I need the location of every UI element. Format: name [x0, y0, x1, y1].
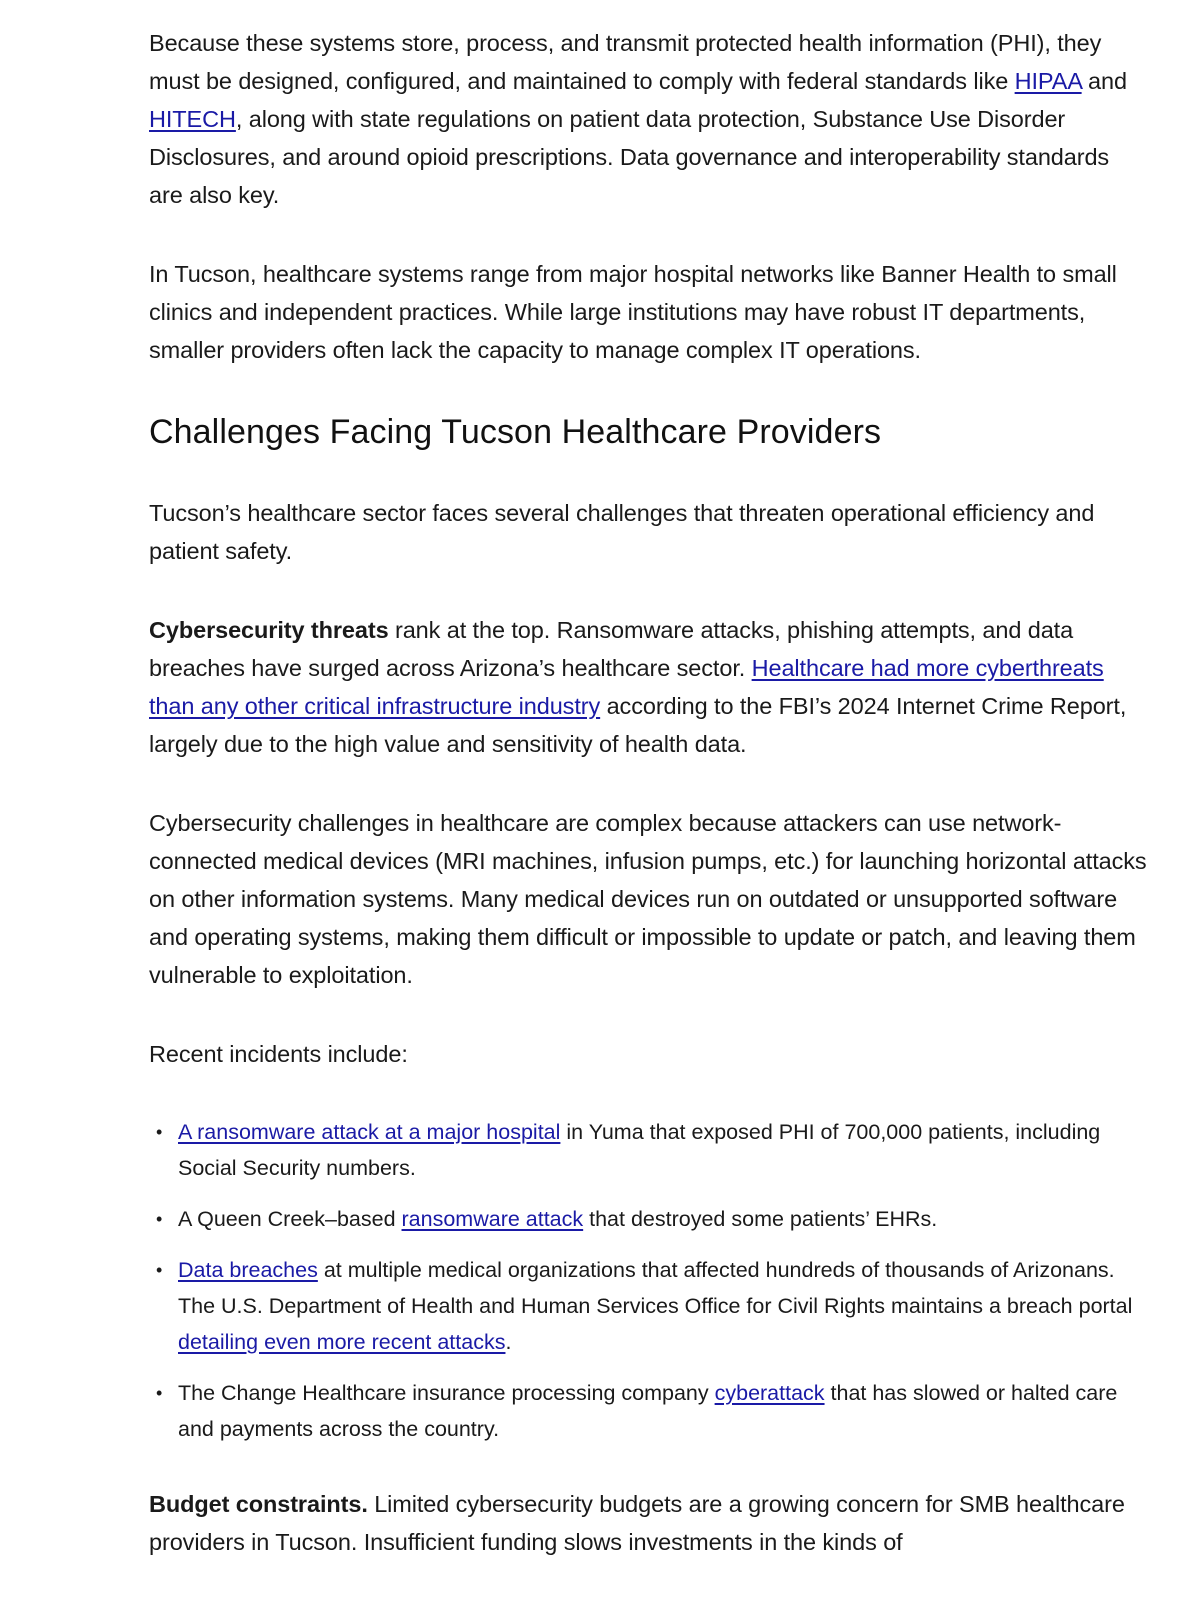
list-item: [156, 1201, 1149, 1237]
hipaa-link[interactable]: HIPAA: [1014, 68, 1082, 94]
paragraph-challenges-intro: Tucson’s healthcare sector faces several challenges that threaten operational efficiency and patient safety.: [149, 500, 1095, 564]
breach-portal-link[interactable]: detailing even more recent attacks: [178, 1330, 506, 1354]
list-item: [156, 1375, 1149, 1447]
text: The Change Healthcare insurance processing company: [178, 1381, 715, 1405]
data-breaches-link[interactable]: Data breaches: [178, 1258, 318, 1282]
text: at multiple medical organizations that affected hundreds of thousands of Arizonans. The U.S. Department of Health and Human Services Office for Civil Rights maintains a breach portal: [178, 1258, 1133, 1318]
paragraph-recent-incidents: Recent incidents include:: [149, 1041, 408, 1067]
text: that has slowed or halted care and payments across the country.: [178, 1381, 1118, 1441]
text: Limited cybersecurity budgets are a growing concern for SMB healthcare providers in Tucson. Insufficient funding slows investments in the kinds of: [149, 1491, 1125, 1555]
list-item: [156, 1252, 1149, 1360]
bullet-icon: •: [156, 1122, 163, 1142]
text: Because these systems store, process, and transmit protected health information (PHI), they must be designed, configured, and maintained to comply with federal standards like: [149, 30, 1102, 94]
yuma-ransomware-link[interactable]: A ransomware attack at a major hospital: [178, 1120, 561, 1144]
text: that destroyed some patients’ EHRs.: [583, 1207, 938, 1231]
paragraph-budget-constraints: [149, 1485, 1149, 1561]
paragraph-medical-devices: Cybersecurity challenges in healthcare are complex because attackers can use network-connected medical devices (MRI machines, infusion pumps, etc.) for launching horizontal attacks on other information systems. Many medical devices run on outdated or unsupported software and operating systems, making them difficult or impossible to update or patch, and leaving them vulnerable to exploitation.: [149, 810, 1147, 988]
incidents-list: [149, 1114, 1149, 1447]
text: according to the FBI’s 2024 Internet Crime Report, largely due to the high value and sensitivity of health data.: [149, 693, 1127, 757]
paragraph-phi-compliance: [149, 24, 1149, 214]
bold-lead: Budget constraints.: [149, 1491, 368, 1517]
section-heading: Challenges Facing Tucson Healthcare Providers: [149, 413, 882, 451]
text: and: [1081, 68, 1127, 94]
text: rank at the top. Ransomware attacks, phishing attempts, and data breaches have surged across Arizona’s healthcare sector.: [149, 617, 1074, 681]
article-body: [149, 24, 1149, 1602]
change-healthcare-cyberattack-link[interactable]: cyberattack: [714, 1381, 825, 1405]
text: A Queen Creek–based: [178, 1207, 402, 1231]
queen-creek-ransomware-link[interactable]: ransomware attack: [401, 1207, 584, 1231]
fbi-report-link[interactable]: Healthcare had more cyberthreats than any other critical infrastructure industry: [149, 655, 1104, 719]
bullet-icon: •: [156, 1209, 163, 1229]
paragraph-cybersecurity-threats: [149, 611, 1149, 763]
text: .: [505, 1330, 512, 1354]
bold-lead: Cybersecurity threats: [149, 617, 389, 643]
list-item: [156, 1114, 1149, 1186]
bullet-icon: •: [156, 1383, 163, 1403]
text: , along with state regulations on patient data protection, Substance Use Disorder Disclosures, and around opioid prescriptions. Data governance and interoperability standards are also key.: [149, 106, 1110, 208]
paragraph-tucson-systems: In Tucson, healthcare systems range from major hospital networks like Banner Health to small clinics and independent practices. While large institutions may have robust IT departments, smaller providers often lack the capacity to manage complex IT operations.: [149, 261, 1117, 363]
text: in Yuma that exposed PHI of 700,000 patients, including Social Security numbers.: [178, 1120, 1101, 1180]
hitech-link[interactable]: HITECH: [149, 106, 236, 132]
bullet-icon: •: [156, 1260, 163, 1280]
